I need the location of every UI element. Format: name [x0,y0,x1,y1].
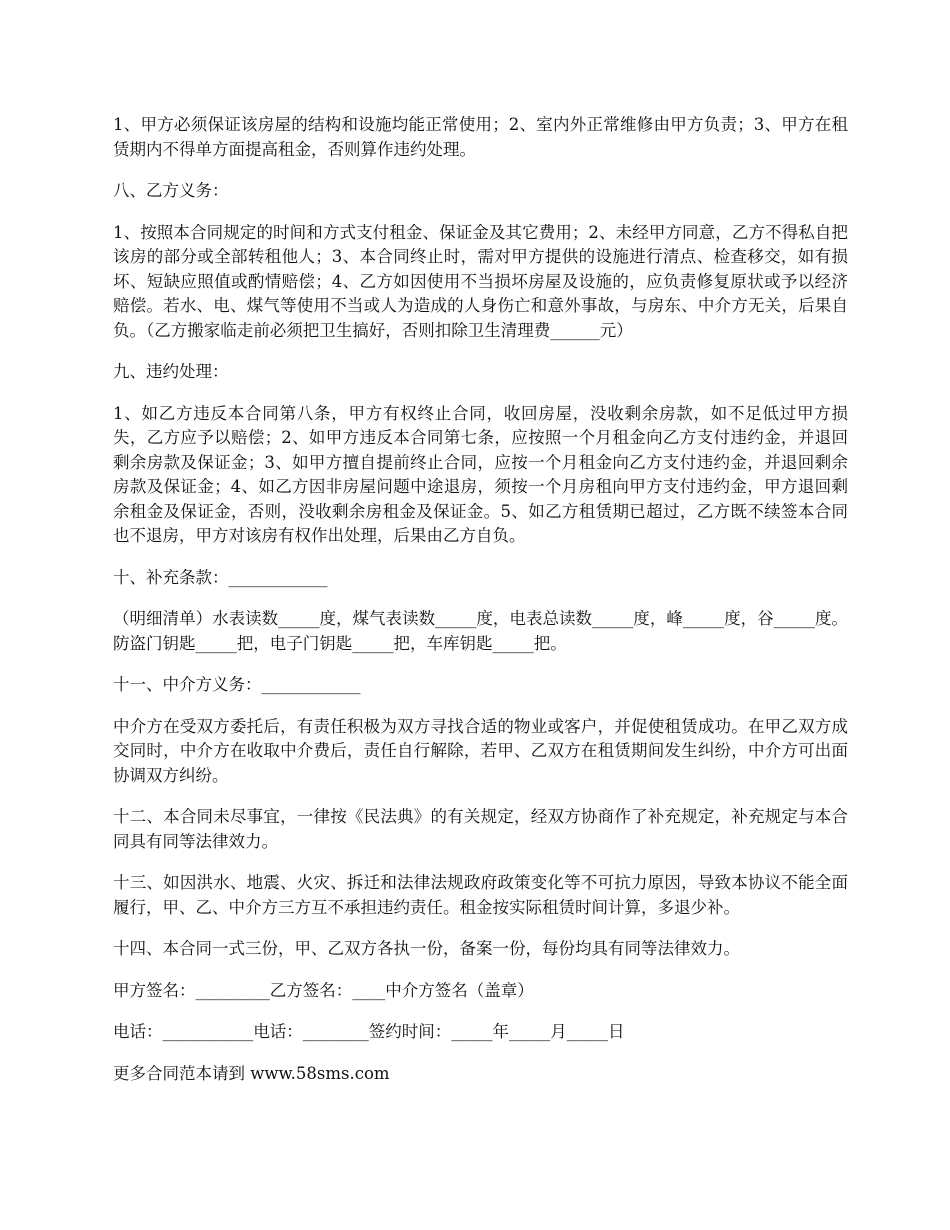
clause-twelve: 十二、本合同未尽事宜，一律按《民法典》的有关规定，经双方协商作了补充规定，补充规定与本合同具有同等法律效力。 [113,807,848,851]
tenant-obligations-clauses: 1、按照本合同规定的时间和方式支付租金、保证金及其它费用；2、未经甲方同意，乙方不得私自把该房的部分或全部转租他人；3、本合同终止时，需对甲方提供的设施进行清点、检查移交，如有损坏、短缺应照值或酌情赔偿；4、乙方如因使用不当损坏房屋及设施的，应负责修复原状或予以经济赔偿。若水、电、煤气等使用不当或人为造成的人身伤亡和意外事故，与房东、中介方无关，后果自负。（乙方搬家临走前必须把卫生搞好，否则扣除卫生清理费______元） [113,222,848,340]
section-heading-agent-obligations: 十一、中介方义务：____________ [113,675,361,694]
inventory-list: （明细清单）水表读数_____度，煤气表读数_____度，电表总读数_____度，峰_____度，谷_____度。防盗门钥匙_____把，电子门钥匙_____把，车库钥匙_____把。 [113,609,848,653]
phone-date-line: 电话：___________电话：________签约时间：_____年_____月_____日 [113,1022,625,1041]
footer-website-note: 更多合同范本请到 www.58sms.com [113,1063,390,1083]
clause-fourteen: 十四、本合同一式三份，甲、乙双方各执一份，备案一份，每份均具有同等法律效力。 [113,939,740,958]
section-heading-breach: 九、违约处理： [113,362,229,381]
section-heading-supplementary: 十、补充条款：____________ [113,567,328,587]
landlord-obligations-clauses: 1、甲方必须保证该房屋的结构和设施均能正常使用；2、室内外正常维修由甲方负责；3、甲方在租赁期内不得单方面提高租金，否则算作违约处理。 [113,115,848,159]
agent-obligations-clause: 中介方在受双方委托后，有责任积极为双方寻找合适的物业或客户，并促使租赁成功。在甲乙双方成交同时，中介方在收取中介费后，责任自行解除，若甲、乙双方在租赁期间发生纠纷，中介方可出面协调双方纠纷。 [113,716,848,785]
clause-thirteen: 十三、如因洪水、地震、火灾、拆迁和法律法规政府政策变化等不可抗力原因，导致本协议不能全面履行，甲、乙、中介方三方互不承担违约责任。租金按实际租赁时间计算，多退少补。 [113,873,848,917]
document-page [113,113,848,1103]
breach-clauses: 1、如乙方违反本合同第八条，甲方有权终止合同，收回房屋，没收剩余房款，如不足低过甲方损失，乙方应予以赔偿；2、如甲方违反本合同第七条，应按照一个月租金向乙方支付违约金，并退回剩余房款及保证金；3、如甲方擅自提前终止合同，应按一个月租金向乙方支付违约金，并退回剩余房款及保证金；4、如乙方因非房屋问题中途退房，须按一个月房租向甲方支付违约金，甲方退回剩余租金及保证金，否则，没收剩余房租金及保证金。5、如乙方租赁期已超过，乙方既不续签本合同也不退房，甲方对该房有权作出处理，后果由乙方自负。 [113,403,848,545]
section-heading-tenant-obligations: 八、乙方义务： [113,181,229,200]
signature-line: 甲方签名：_________乙方签名：____中介方签名（盖章） [113,980,534,1000]
